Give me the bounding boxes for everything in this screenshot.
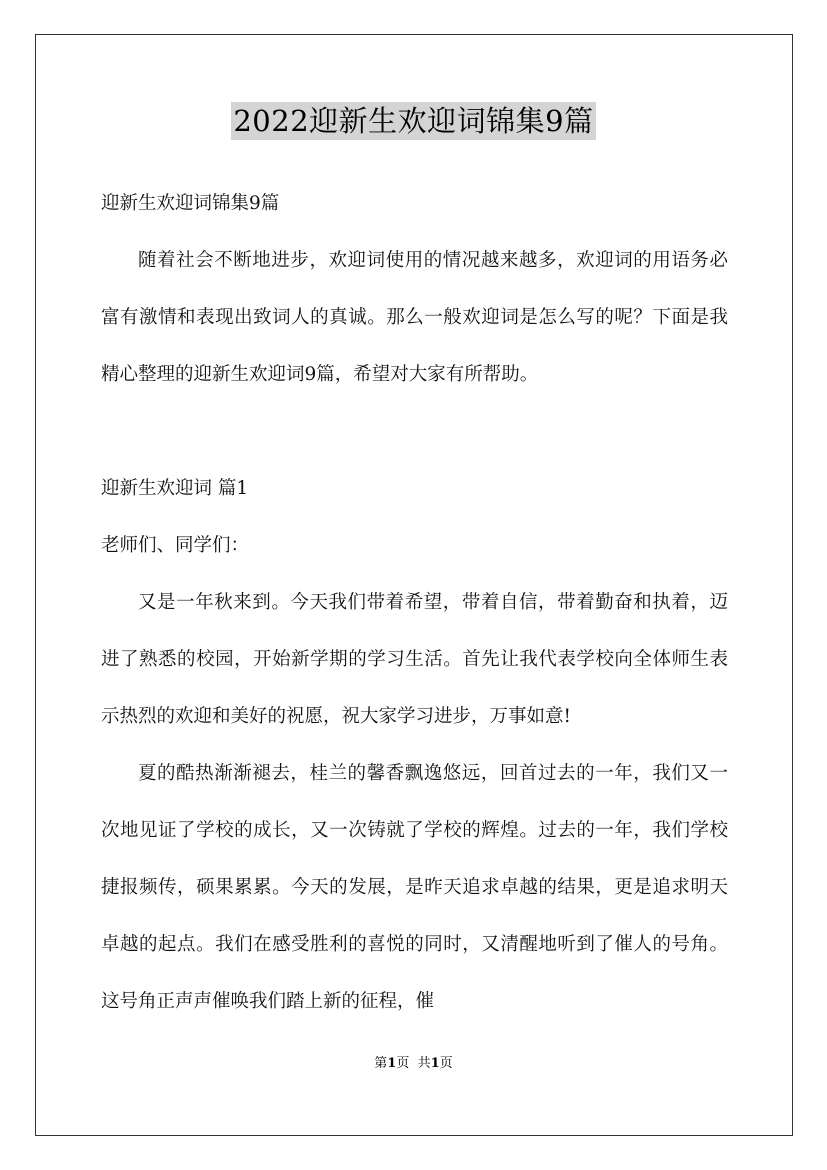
footer-total-suffix: 页	[439, 1056, 453, 1071]
footer-prefix: 第	[374, 1056, 388, 1071]
page-footer	[0, 1055, 827, 1073]
document-subtitle: 迎新生欢迎词锦集9篇	[101, 193, 280, 214]
title-container	[0, 102, 827, 140]
body-paragraph-2: 夏的酷热渐渐褪去，桂兰的馨香飘逸悠远，回首过去的一年，我们又一次地见证了学校的成长，又一次铸就了学校的辉煌。过去的一年，我们学校捷报频传，硕果累累。今天的发展，是昨天追求卓越的结果，更是追求明天卓越的起点。我们在感受胜利的喜悦的同时，又清醒地听到了催人的号角。这号角正声声催唤我们踏上新的征程，催	[101, 763, 728, 1012]
footer-page-number: 1	[387, 1056, 397, 1071]
body-paragraph-1: 又是一年秋来到。今天我们带着希望，带着自信，带着勤奋和执着，迈进了熟悉的校园，开始新学期的学习生活。首先让我代表学校向全体师生表示热烈的欢迎和美好的祝愿，祝大家学习进步，万事如意!	[101, 592, 728, 727]
document-title: 2022迎新生欢迎词锦集9篇	[233, 104, 594, 138]
footer-total-prefix: 共	[417, 1056, 431, 1071]
footer-total-pages: 1	[430, 1056, 440, 1071]
section-heading: 迎新生欢迎词 篇1	[101, 478, 249, 499]
intro-paragraph: 随着社会不断地进步，欢迎词使用的情况越来越多，欢迎词的用语务必富有激情和表现出致词人的真诚。那么一般欢迎词是怎么写的呢？下面是我精心整理的迎新生欢迎词9篇，希望对大家有所帮助。	[101, 250, 728, 385]
salutation: 老师们、同学们：	[101, 535, 250, 556]
spacer	[101, 403, 728, 460]
document-body	[101, 175, 728, 1030]
footer-page-suffix: 页	[396, 1056, 410, 1071]
